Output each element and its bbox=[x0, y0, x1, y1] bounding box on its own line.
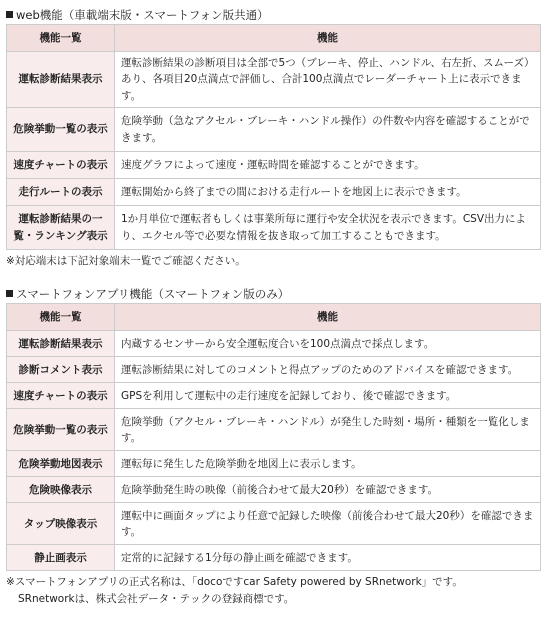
web-section-note: ※対応端末は下記対象端末一覧でご確認ください。 bbox=[6, 255, 246, 267]
table-row bbox=[7, 357, 541, 383]
feature-description: 危険挙動（アクセル・ブレーキ・ハンドル）が発生した時刻・場所・種類を一覧化します。 bbox=[115, 409, 541, 451]
feature-label: 走行ルートの表示 bbox=[7, 179, 115, 206]
feature-description: 定常的に記録する1分毎の静止画を確認できます。 bbox=[115, 545, 541, 571]
web-section bbox=[0, 0, 547, 269]
app-section-note-line2: SRnetworkは、株式会社データ・テックの登録商標です。 bbox=[18, 592, 295, 605]
column-header-function: 機能 bbox=[115, 25, 541, 52]
feature-description: 内蔵するセンサーから安全運転度合いを100点満点で採点します。 bbox=[115, 331, 541, 357]
table-header-row bbox=[7, 25, 541, 52]
feature-label: 運転診断結果表示 bbox=[7, 52, 115, 108]
feature-label: 運転診断結果表示 bbox=[7, 331, 115, 357]
table-row bbox=[7, 52, 541, 108]
feature-description: GPSを利用して運転中の走行速度を記録しており、後で確認できます。 bbox=[115, 383, 541, 409]
app-section-note-line1: ※スマートフォンアプリの正式名称は、「docoですcar Safety powered by SRnetwork」です。 bbox=[6, 576, 463, 589]
feature-description: 運転毎に発生した危険挙動を地図上に表示します。 bbox=[115, 451, 541, 477]
feature-label: 静止画表示 bbox=[7, 545, 115, 571]
table-row bbox=[7, 206, 541, 250]
table-row bbox=[7, 152, 541, 179]
feature-label: 危険挙動地図表示 bbox=[7, 451, 115, 477]
feature-label: 速度チャートの表示 bbox=[7, 152, 115, 179]
column-header-function: 機能 bbox=[115, 304, 541, 331]
table-row bbox=[7, 409, 541, 451]
feature-label: 診断コメント表示 bbox=[7, 357, 115, 383]
column-header-features-list: 機能一覧 bbox=[7, 25, 115, 52]
table-header-row bbox=[7, 304, 541, 331]
table-row bbox=[7, 477, 541, 503]
feature-description: 運転診断結果の診断項目は全部で5つ（ブレーキ、停止、ハンドル、右左折、スムーズ）あり、各項目20点満点で評価し、合計100点満点でレーダーチャート上に表示できます。 bbox=[115, 52, 541, 108]
feature-label: タップ映像表示 bbox=[7, 503, 115, 545]
table-row bbox=[7, 503, 541, 545]
feature-label: 運転診断結果の一覧・ランキング表示 bbox=[7, 206, 115, 250]
table-row bbox=[7, 331, 541, 357]
table-row bbox=[7, 383, 541, 409]
feature-label: 危険挙動一覧の表示 bbox=[7, 108, 115, 152]
feature-description: 運転中に画面タップにより任意で記録した映像（前後合わせて最大20秒）を確認できます。 bbox=[115, 503, 541, 545]
table-row bbox=[7, 545, 541, 571]
section-spacer bbox=[0, 269, 547, 285]
square-bullet-icon bbox=[6, 290, 13, 297]
feature-description: 危険挙動（急なアクセル・ブレーキ・ハンドル操作）の件数や内容を確認することができます。 bbox=[115, 108, 541, 152]
column-header-features-list: 機能一覧 bbox=[7, 304, 115, 331]
feature-description: 運転開始から終了までの間における走行ルートを地図上に表示できます。 bbox=[115, 179, 541, 206]
feature-description: 1か月単位で運転者もしくは事業所毎に運行や安全状況を表示できます。CSV出力により、エクセル等で必要な情報を抜き取って加工することもできます。 bbox=[115, 206, 541, 250]
feature-description: 運転診断結果に対してのコメントと得点アップのためのアドバイスを確認できます。 bbox=[115, 357, 541, 383]
web-section-title: web機能（車載端末版・スマートフォン版共通） bbox=[0, 6, 547, 24]
feature-description: 速度グラフによって速度・運転時間を確認することができます。 bbox=[115, 152, 541, 179]
table-row bbox=[7, 451, 541, 477]
table-row bbox=[7, 179, 541, 206]
app-section-title: スマートフォンアプリ機能（スマートフォン版のみ） bbox=[0, 285, 547, 303]
table-row bbox=[7, 108, 541, 152]
feature-label: 危険挙動一覧の表示 bbox=[7, 409, 115, 451]
feature-label: 危険映像表示 bbox=[7, 477, 115, 503]
feature-description: 危険挙動発生時の映像（前後合わせて最大20秒）を確認できます。 bbox=[115, 477, 541, 503]
square-bullet-icon bbox=[6, 11, 13, 18]
app-section bbox=[0, 285, 547, 607]
app-features-table bbox=[6, 303, 541, 571]
feature-label: 速度チャートの表示 bbox=[7, 383, 115, 409]
web-features-table bbox=[6, 24, 541, 250]
